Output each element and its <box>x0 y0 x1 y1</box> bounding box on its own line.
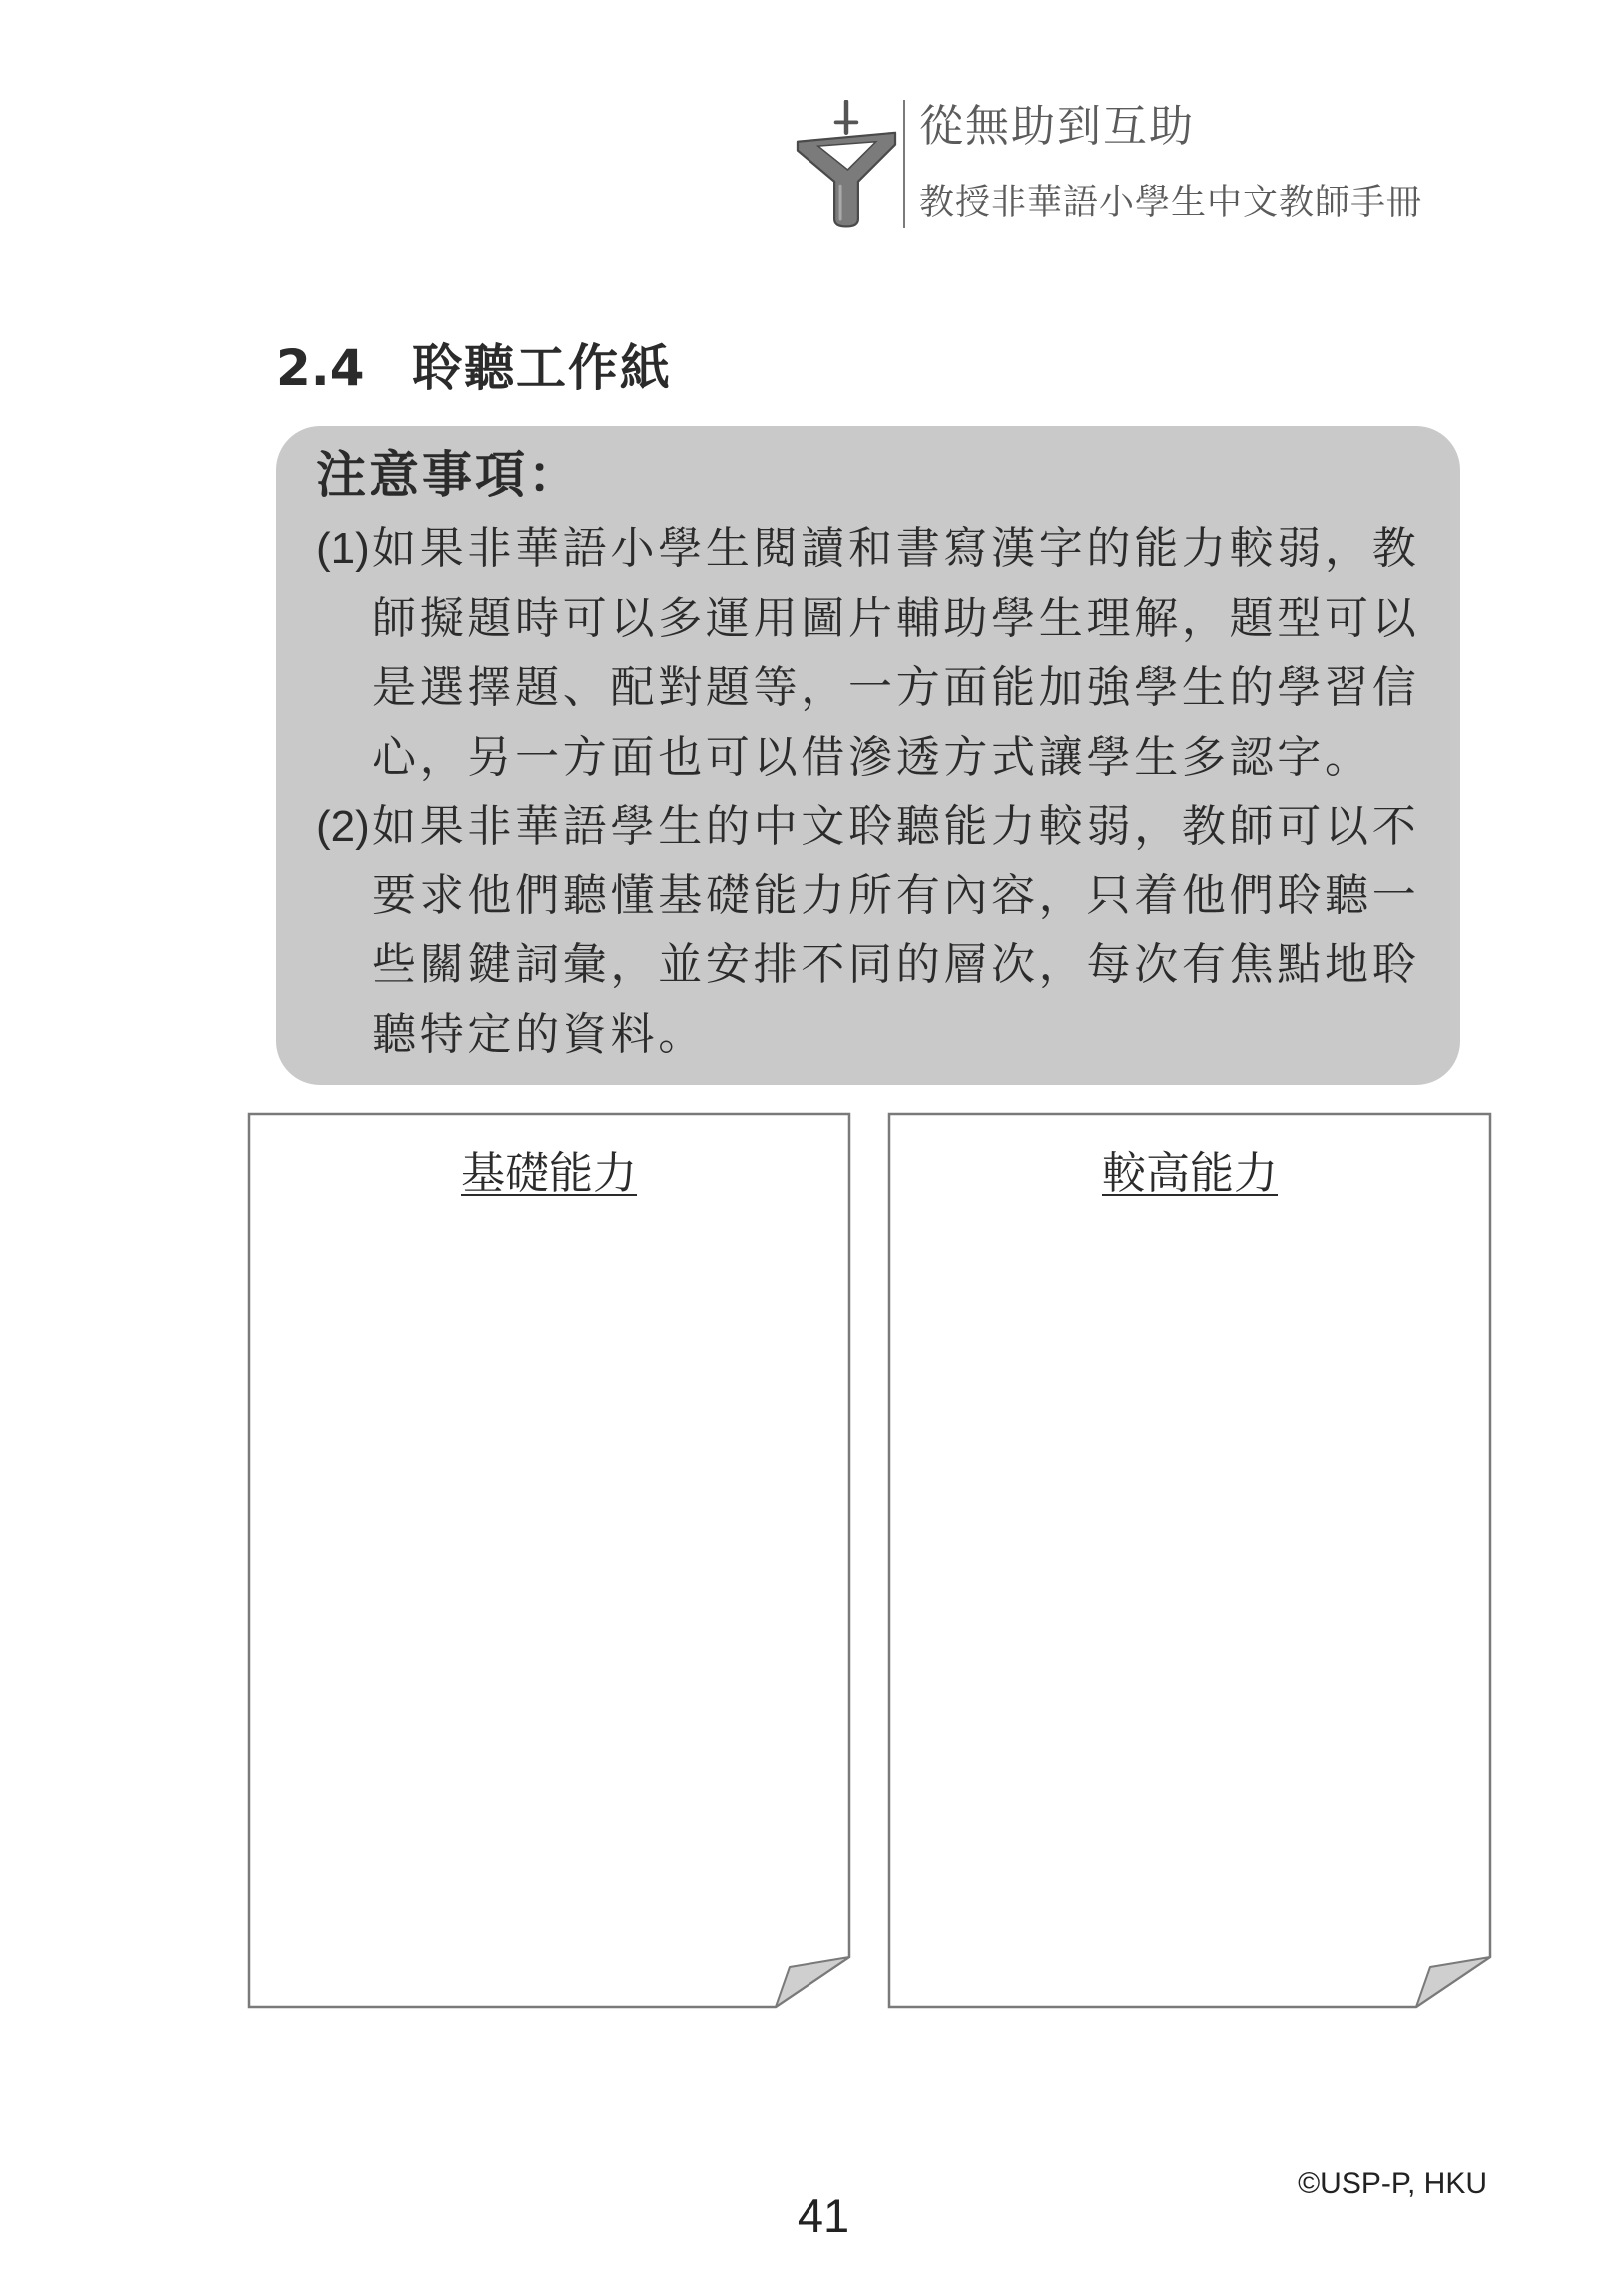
sheet-border <box>249 1114 849 2007</box>
header-divider <box>903 100 905 228</box>
notes-list <box>316 514 1434 1069</box>
sheet-label <box>888 1145 1491 1203</box>
note-line: 如果非華語學生的中文聆聽能力較弱，教師可以不 <box>372 801 1420 852</box>
note-item <box>316 514 1434 792</box>
sheet-label-text: 基礎能力 <box>461 1148 637 1199</box>
note-marker: (1) <box>316 524 370 573</box>
note-line: 是選擇題、配對題等，一方面能加強學生的學習信 <box>372 662 1420 713</box>
advanced-ability-sheet <box>888 1113 1491 2008</box>
sheet-outline <box>888 1113 1491 2008</box>
note-text <box>372 514 1419 792</box>
basic-ability-sheet <box>248 1113 850 2008</box>
note-item <box>316 792 1434 1069</box>
copyright-notice: ©USP-P, HKU <box>1298 2167 1487 2200</box>
sheet-label <box>248 1145 850 1203</box>
note-line: 些關鍵詞彙，並安排不同的層次，每次有焦點地聆 <box>372 939 1420 990</box>
note-line: 心，另一方面也可以借滲透方式讓學生多認字。 <box>372 731 1372 783</box>
sheet-border <box>889 1114 1490 2007</box>
sheet-outline <box>248 1113 850 2008</box>
notes-box <box>276 426 1460 1085</box>
handbook-logo-icon <box>795 100 898 228</box>
note-line: 要求他們聽懂基礎能力所有內容，只着他們聆聽一 <box>372 869 1420 921</box>
notes-heading: 注意事項： <box>316 446 581 504</box>
sheet-label-text: 較高能力 <box>1102 1148 1278 1199</box>
section-title: 聆聽工作紙 <box>412 339 672 397</box>
note-line: 師擬題時可以多運用圖片輔助學生理解，題型可以 <box>372 592 1420 644</box>
note-text <box>372 792 1419 1069</box>
book-subtitle: 教授非華語小學生中文教師手冊 <box>919 183 1423 223</box>
note-marker: (2) <box>316 802 370 851</box>
note-line: 如果非華語小學生閱讀和書寫漢字的能力較弱，教 <box>372 523 1420 574</box>
note-line: 聽特定的資料。 <box>372 1008 706 1060</box>
page-number: 41 <box>797 2189 850 2242</box>
section-number: 2.4 <box>276 339 365 397</box>
book-title: 從無助到互助 <box>919 101 1195 152</box>
